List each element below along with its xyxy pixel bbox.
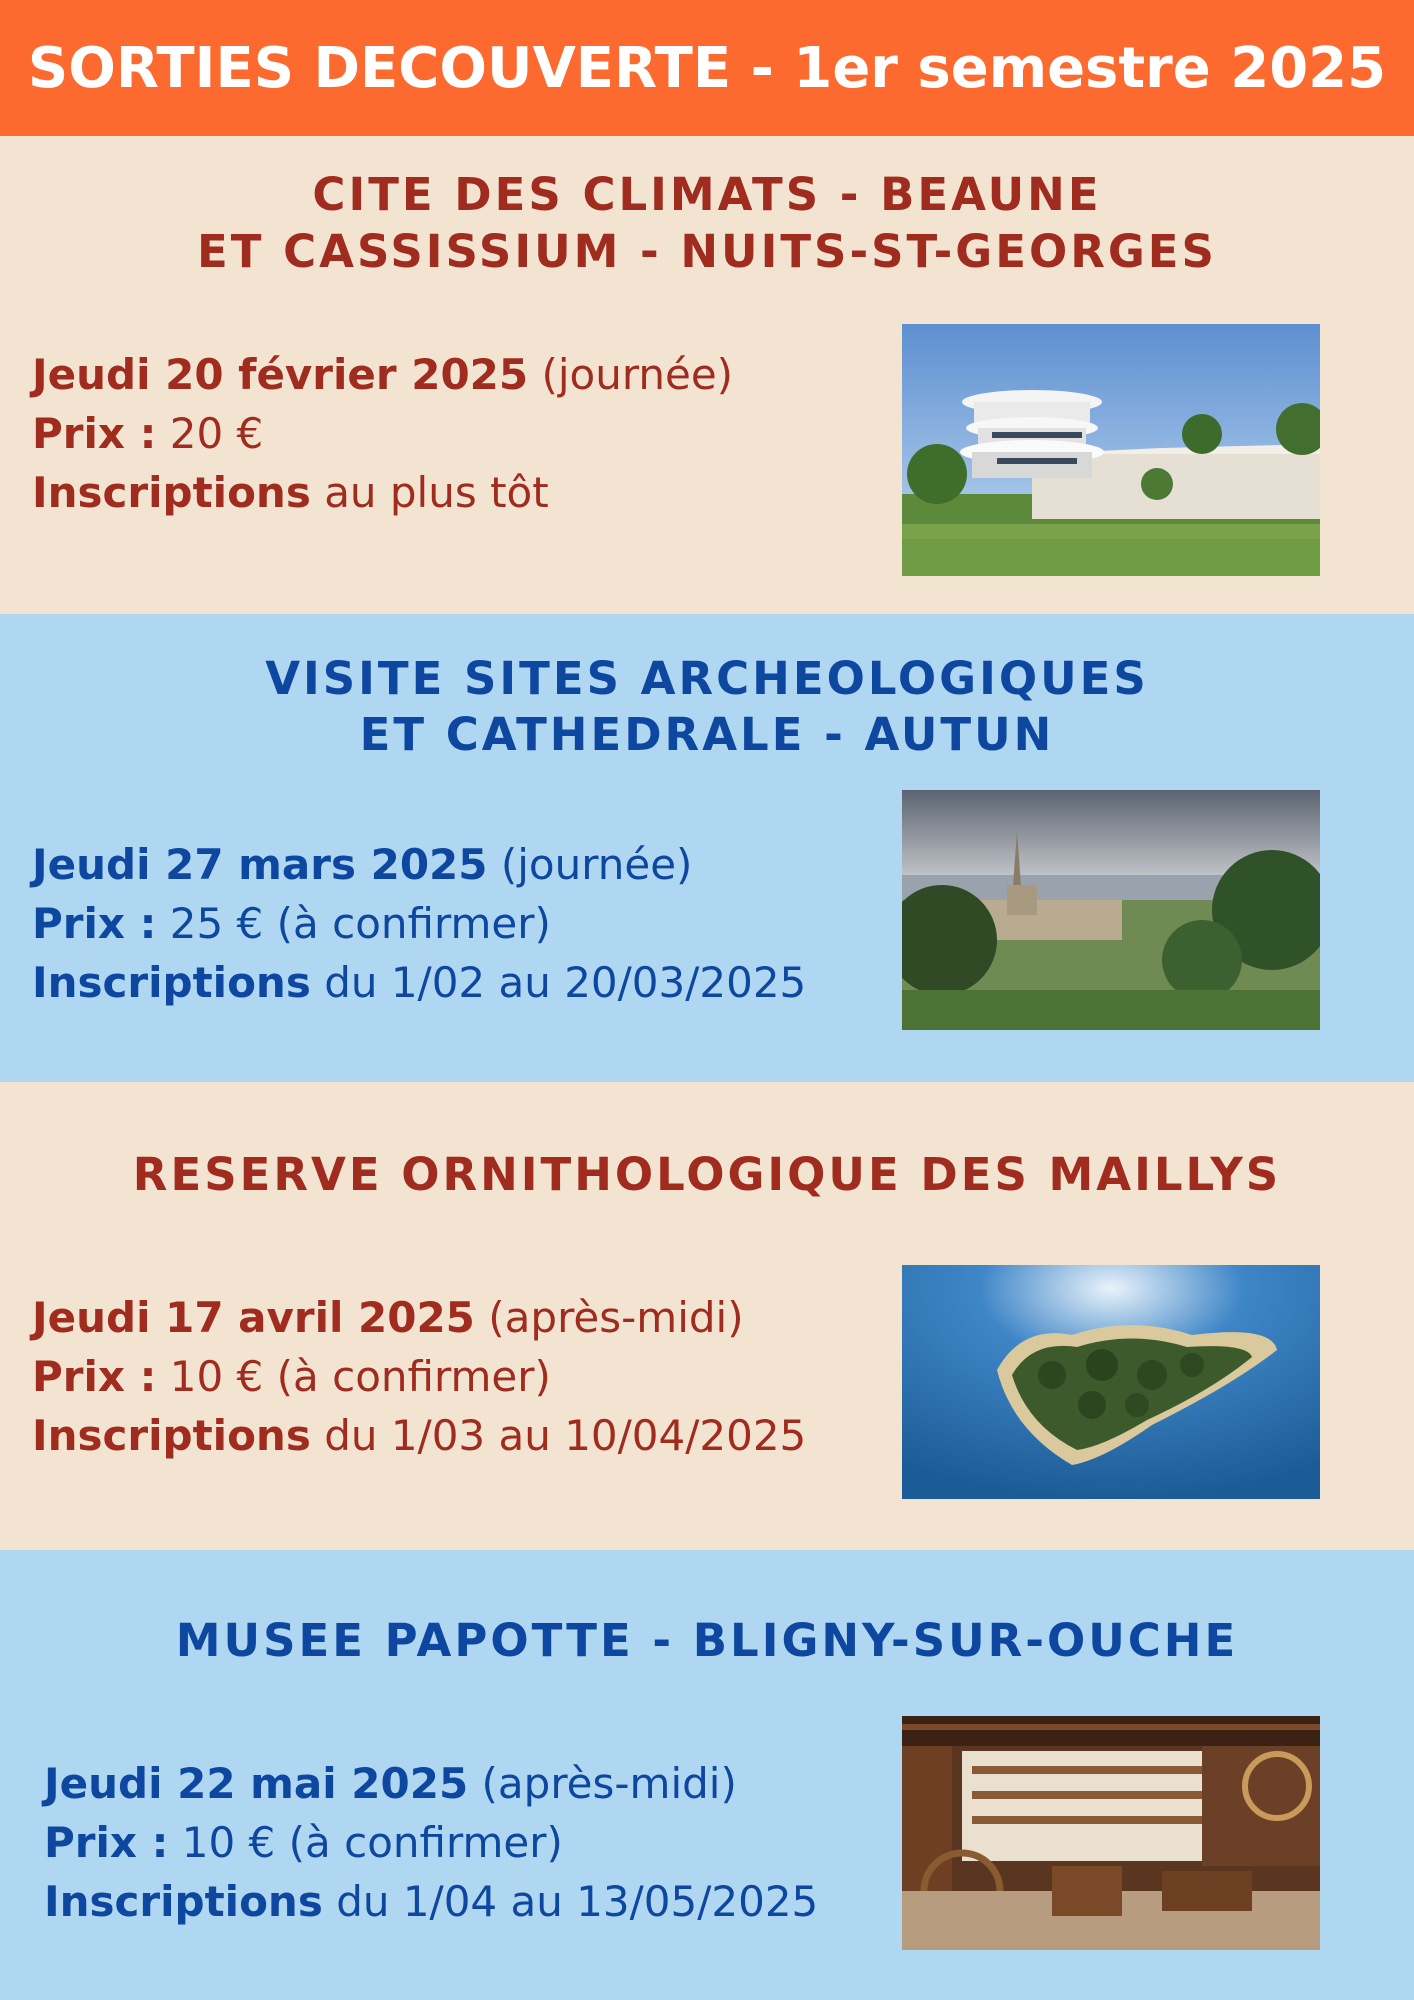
event-date-line bbox=[44, 1754, 818, 1813]
event-price: 10 € (à confirmer) bbox=[181, 1818, 563, 1867]
event-details bbox=[44, 1754, 818, 1931]
musee-papotte-photo bbox=[902, 1716, 1320, 1950]
event-registration-line bbox=[32, 953, 806, 1012]
cite-des-climats-photo bbox=[902, 324, 1320, 576]
event-registration-label: Inscriptions bbox=[32, 468, 311, 517]
event-title-line-1: CITE DES CLIMATS - BEAUNE bbox=[312, 168, 1102, 221]
page-header bbox=[0, 0, 1414, 136]
event-price: 25 € (à confirmer) bbox=[169, 899, 551, 948]
event-title-line-1: RESERVE ORNITHOLOGIQUE DES MAILLYS bbox=[132, 1148, 1282, 1201]
event-title-line-1: VISITE SITES ARCHEOLOGIQUES bbox=[265, 652, 1149, 705]
event-duration: (journée) bbox=[500, 840, 693, 889]
event-title-line-2: ET CATHEDRALE - AUTUN bbox=[359, 708, 1055, 761]
event-registration: du 1/02 au 20/03/2025 bbox=[324, 958, 807, 1007]
autun-cathedral-photo bbox=[902, 790, 1320, 1030]
event-price-label: Prix : bbox=[44, 1818, 169, 1867]
page-title: SORTIES DECOUVERTE - 1er semestre 2025 bbox=[27, 35, 1387, 101]
event-date: Jeudi 22 mai 2025 bbox=[44, 1759, 469, 1808]
maillys-island-photo bbox=[902, 1265, 1320, 1499]
event-date: Jeudi 17 avril 2025 bbox=[32, 1293, 475, 1342]
event-price-line bbox=[32, 894, 806, 953]
event-date: Jeudi 20 février 2025 bbox=[32, 350, 529, 399]
event-title-line-2: ET CASSISSIUM - NUITS-ST-GEORGES bbox=[197, 225, 1217, 278]
event-title-line-1: MUSEE PAPOTTE - BLIGNY-SUR-OUCHE bbox=[175, 1614, 1239, 1667]
event-price: 10 € (à confirmer) bbox=[169, 1352, 551, 1401]
event-price-label: Prix : bbox=[32, 409, 157, 458]
event-duration: (après-midi) bbox=[488, 1293, 744, 1342]
event-price-line bbox=[32, 404, 733, 463]
event-details bbox=[32, 1288, 806, 1465]
event-date-line bbox=[32, 1288, 806, 1347]
event-registration-label: Inscriptions bbox=[44, 1877, 323, 1926]
event-duration: (journée) bbox=[541, 350, 734, 399]
event-registration: au plus tôt bbox=[324, 468, 549, 517]
event-registration-line bbox=[32, 463, 733, 522]
event-price: 20 € bbox=[169, 409, 264, 458]
event-registration-line bbox=[44, 1872, 818, 1931]
event-registration: du 1/04 au 13/05/2025 bbox=[336, 1877, 819, 1926]
event-registration: du 1/03 au 10/04/2025 bbox=[324, 1411, 807, 1460]
event-registration-line bbox=[32, 1406, 806, 1465]
event-price-line bbox=[32, 1347, 806, 1406]
event-details bbox=[32, 345, 733, 522]
event-registration-label: Inscriptions bbox=[32, 958, 311, 1007]
event-duration: (après-midi) bbox=[481, 1759, 737, 1808]
event-price-label: Prix : bbox=[32, 899, 157, 948]
event-price-label: Prix : bbox=[32, 1352, 157, 1401]
event-date: Jeudi 27 mars 2025 bbox=[32, 840, 488, 889]
event-details bbox=[32, 835, 806, 1012]
event-registration-label: Inscriptions bbox=[32, 1411, 311, 1460]
event-date-line bbox=[32, 835, 806, 894]
event-date-line bbox=[32, 345, 733, 404]
event-price-line bbox=[44, 1813, 818, 1872]
